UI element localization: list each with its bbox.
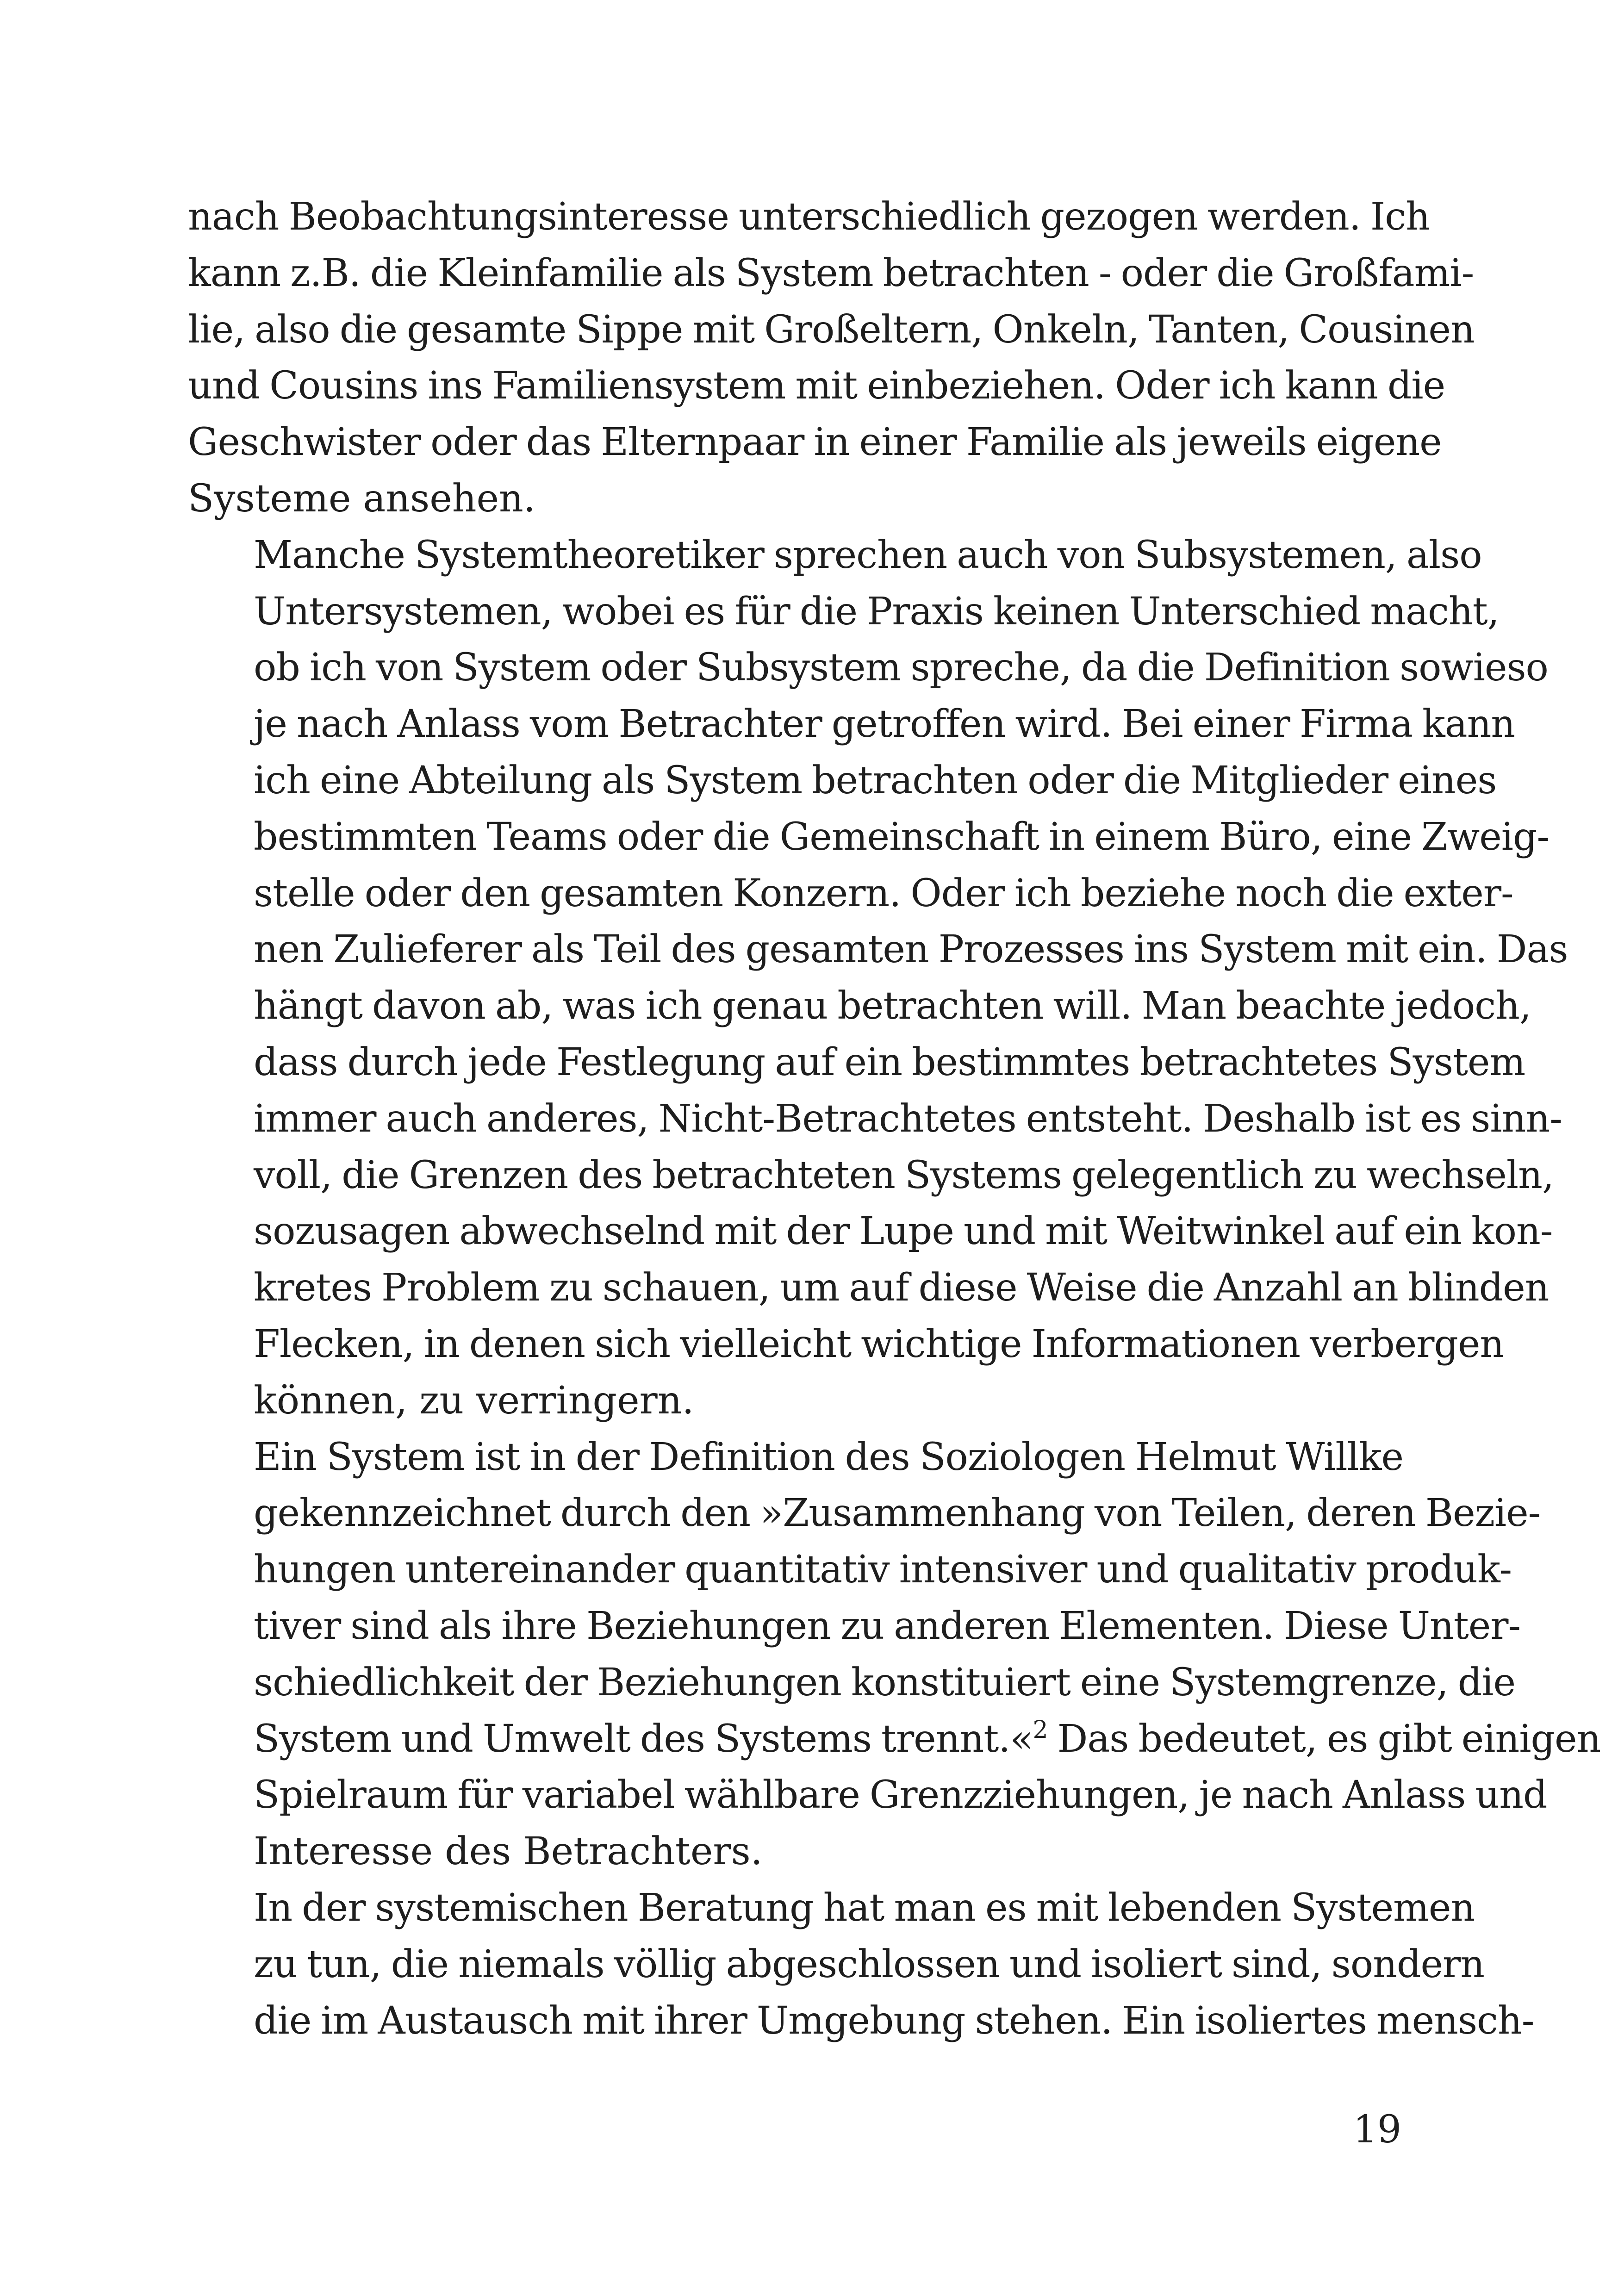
paragraph-4 xyxy=(188,1880,1534,2049)
text-line: ob ich von System oder Subsystem spreche, da die Definition sowieso xyxy=(254,646,1548,690)
text-line: Systeme ansehen. xyxy=(188,476,535,521)
text-line-with-footnote xyxy=(188,1711,1601,1767)
paragraph-2 xyxy=(188,527,1568,1429)
text-line: In der systemischen Beratung hat man es mit lebenden Systemen xyxy=(254,1885,1475,1930)
text-line: hängt davon ab, was ich genau betrachten will. Man beachte jedoch, xyxy=(254,984,1531,1028)
text-line: nen Zulieferer als Teil des gesamten Prozesses ins System mit ein. Das xyxy=(254,927,1568,972)
text-line: und Cousins ins Familiensystem mit einbeziehen. Oder ich kann die xyxy=(188,364,1445,408)
paragraph-1 xyxy=(188,189,1475,527)
text-line: gekennzeichnet durch den »Zusammenhang von Teilen, deren Bezie- xyxy=(254,1491,1541,1536)
text-line: Manche Systemtheoretiker sprechen auch von Subsystemen, also xyxy=(254,533,1482,577)
text-line: immer auch anderes, Nicht-Betrachtetes entsteht. Deshalb ist es sinn- xyxy=(254,1096,1562,1141)
text-line: voll, die Grenzen des betrachteten Systems gelegentlich zu wechseln, xyxy=(254,1153,1554,1197)
text-line: lie, also die gesamte Sippe mit Großeltern, Onkeln, Tanten, Cousinen xyxy=(188,307,1475,352)
text-line: Ein System ist in der Definition des Soziologen Helmut Willke xyxy=(254,1435,1403,1479)
text-line: können, zu verringern. xyxy=(254,1378,694,1423)
text-line: bestimmten Teams oder die Gemeinschaft in einem Büro, eine Zweig- xyxy=(254,815,1550,859)
text-line: Untersystemen, wobei es für die Praxis keinen Unterschied macht, xyxy=(254,589,1499,634)
line-continuation-text: Das bedeutet, es gibt einigen xyxy=(1047,1717,1601,1761)
text-line: kann z.B. die Kleinfamilie als System betrachten - oder die Großfami- xyxy=(188,251,1474,295)
text-line: stelle oder den gesamten Konzern. Oder ich beziehe noch die exter- xyxy=(254,871,1513,915)
text-line: kretes Problem zu schauen, um auf diese Weise die Anzahl an blinden xyxy=(254,1266,1549,1310)
text-line: Interesse des Betrachters. xyxy=(254,1829,763,1874)
text-line: je nach Anlass vom Betrachter getroffen wird. Bei einer Firma kann xyxy=(254,702,1515,747)
text-line: zu tun, die niemals völlig abgeschlossen und isoliert sind, sondern xyxy=(254,1942,1485,1986)
text-line: die im Austausch mit ihrer Umgebung stehen. Ein isoliertes mensch- xyxy=(254,1998,1534,2043)
text-line: sozusagen abwechselnd mit der Lupe und mit Weitwinkel auf ein kon- xyxy=(254,1209,1553,1254)
quote-end-text: System und Umwelt des Systems trennt.« xyxy=(254,1717,1033,1761)
page-number: 19 xyxy=(1353,2108,1401,2152)
text-line: hungen untereinander quantitativ intensiver und qualitativ produk- xyxy=(254,1548,1512,1592)
text-line: nach Beobachtungsinteresse unterschiedlich gezogen werden. Ich xyxy=(188,195,1430,239)
text-line: Flecken, in denen sich vielleicht wichtige Informationen verbergen xyxy=(254,1322,1504,1366)
text-line: schiedlichkeit der Beziehungen konstituiert eine Systemgrenze, die xyxy=(254,1660,1516,1705)
text-line: Geschwister oder das Elternpaar in einer Familie als jeweils eigene xyxy=(188,420,1442,465)
text-line: tiver sind als ihre Beziehungen zu anderen Elementen. Diese Unter- xyxy=(254,1604,1521,1648)
paragraph-3 xyxy=(188,1429,1601,1880)
text-line: dass durch jede Festlegung auf ein bestimmtes betrachtetes System xyxy=(254,1040,1525,1084)
body-text xyxy=(188,189,1601,2049)
text-line: ich eine Abteilung als System betrachten oder die Mitglieder eines xyxy=(254,758,1497,803)
footnote-marker: 2 xyxy=(1033,1716,1048,1744)
text-line: Spielraum für variabel wählbare Grenzziehungen, je nach Anlass und xyxy=(254,1773,1547,1817)
